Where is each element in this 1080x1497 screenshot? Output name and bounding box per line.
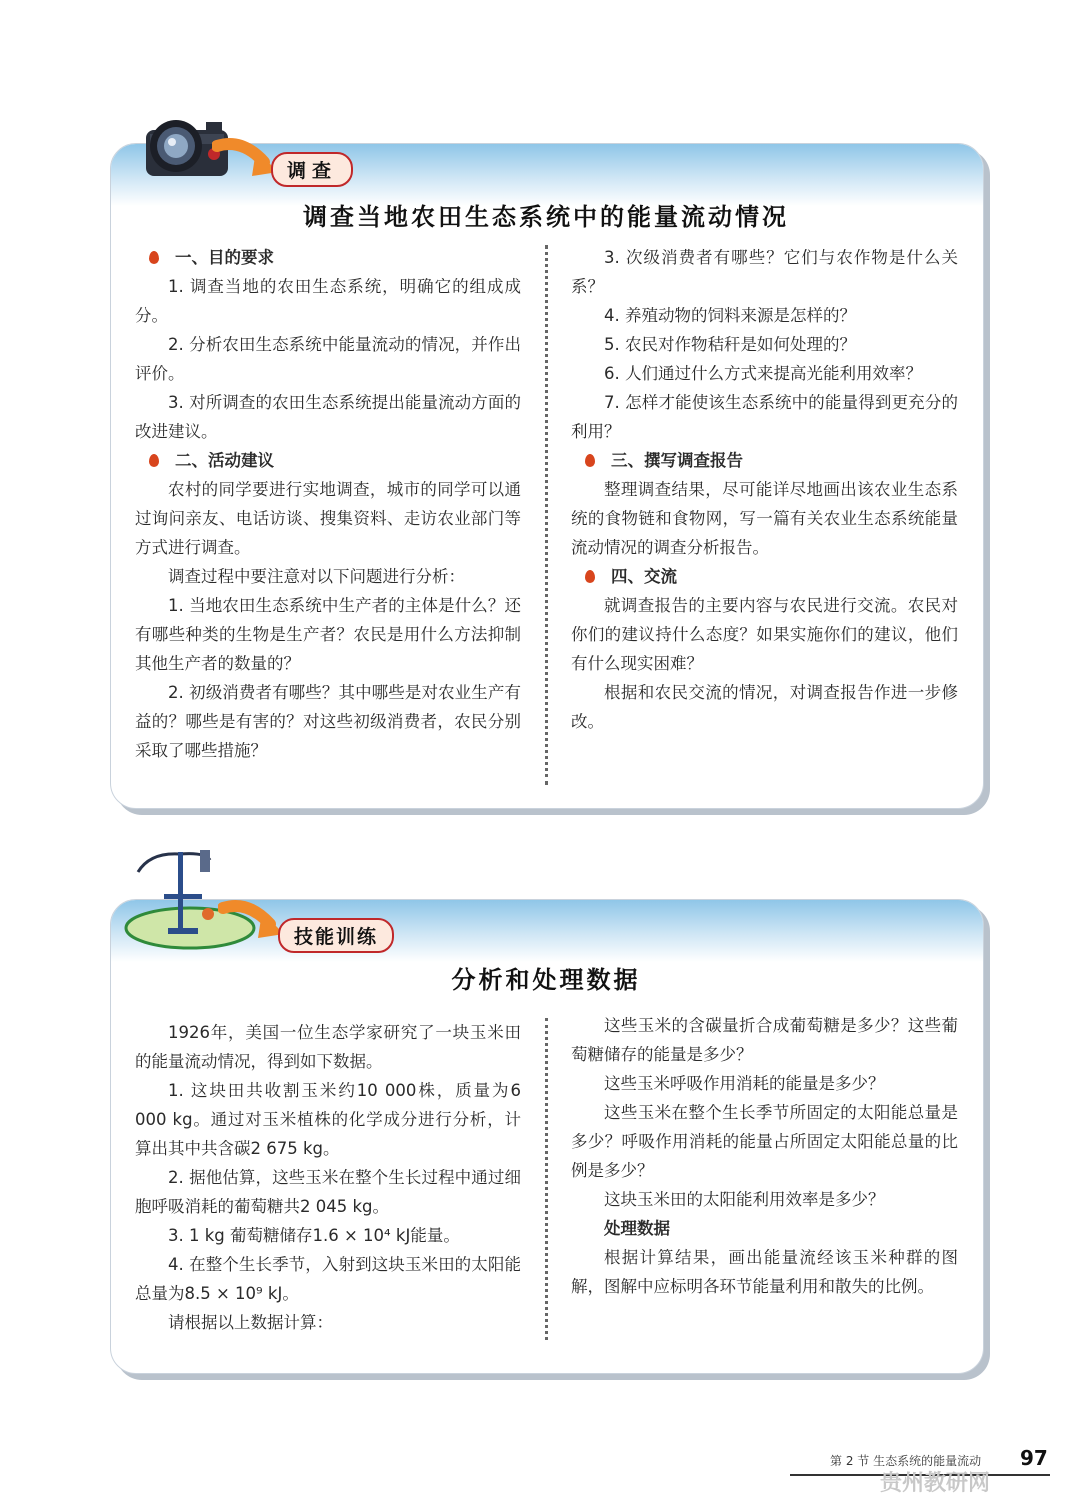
section-heading	[571, 446, 958, 475]
paragraph: 2. 初级消费者有哪些？其中哪些是对农业生产有益的？哪些是有害的？对这些初级消费者，农民分别采取了哪些措施？	[135, 683, 521, 760]
column-divider	[545, 1018, 548, 1340]
paragraph: 就调查报告的主要内容与农民进行交流。农民对你们的建议持什么态度？如果实施你们的建议，他们有什么现实困难？	[571, 596, 958, 673]
paragraph: 根据计算结果，画出能量流经该玉米种群的图解，图解中应标明各环节能量利用和散失的比例。	[571, 1248, 958, 1296]
drop-bullet-icon	[149, 454, 159, 467]
paragraph: 2. 据他估算，这些玉米在整个生长过程中通过细胞呼吸消耗的葡萄糖共2 045 kg。	[135, 1168, 521, 1216]
paragraph: 整理调查结果，尽可能详尽地画出该农业生态系统的食物链和食物网，写一篇有关农业生态系统能量流动情况的调查分析报告。	[571, 480, 958, 557]
paragraph: 1. 调查当地的农田生态系统，明确它的组成成分。	[135, 277, 521, 325]
page-number: 97	[1020, 1446, 1048, 1470]
investigation-right-column	[571, 243, 958, 736]
watermark: 贵州教研网	[880, 1471, 991, 1496]
paragraph: 1. 当地农田生态系统中生产者的主体是什么？还有哪些种类的生物是生产者？农民是用什么方法抑制其他生产者的数量的？	[135, 596, 521, 673]
paragraph: 7. 怎样才能使该生态系统中的能量得到更充分的利用？	[571, 393, 958, 441]
paragraph: 1. 这块田共收割玉米约10 000株，质量为6 000 kg。通过对玉米植株的化学成分进行分析，计算出其中共含碳2 675 kg。	[135, 1081, 521, 1158]
paragraph: 5. 农民对作物秸秆是如何处理的？	[604, 335, 856, 354]
chapter-footer: 第 2 节 生态系统的能量流动	[830, 1454, 982, 1468]
paragraph: 请根据以上数据计算：	[168, 1313, 333, 1332]
section-heading-text: 二、活动建议	[175, 451, 274, 470]
arrow-icon	[218, 890, 288, 950]
paragraph: 这些玉米在整个生长季节所固定的太阳能总量是多少？呼吸作用消耗的能量占所固定太阳能总量的比例是多少？	[571, 1103, 958, 1180]
section-title-data-analysis: 分析和处理数据	[451, 965, 641, 994]
paragraph: 农村的同学要进行实地调查，城市的同学可以通过询问亲友、电话访谈、搜集资料、走访农业部门等方式进行调查。	[135, 480, 521, 557]
subheading: 处理数据	[604, 1219, 670, 1238]
drop-bullet-icon	[585, 570, 595, 583]
drop-bullet-icon	[149, 251, 159, 264]
drop-bullet-icon	[585, 454, 595, 467]
section-heading-text: 四、交流	[611, 567, 677, 586]
paragraph: 这些玉米呼吸作用消耗的能量是多少？	[604, 1074, 885, 1093]
skill-left-column	[135, 1018, 521, 1337]
investigation-left-column	[135, 243, 521, 765]
paragraph: 调查过程中要注意对以下问题进行分析：	[168, 567, 465, 586]
paragraph: 根据和农民交流的情况，对调查报告作进一步修改。	[571, 683, 958, 731]
section-heading-text: 三、撰写调查报告	[611, 451, 743, 470]
section-title-investigation: 调查当地农田生态系统中的能量流动情况	[303, 202, 789, 231]
section-heading	[135, 446, 521, 475]
paragraph: 4. 养殖动物的饲料来源是怎样的？	[604, 306, 856, 325]
paragraph: 3. 次级消费者有哪些？它们与农作物是什么关系？	[571, 248, 958, 296]
paragraph: 1926年，美国一位生态学家研究了一块玉米田的能量流动情况，得到如下数据。	[135, 1023, 521, 1071]
paragraph: 3. 对所调查的农田生态系统提出能量流动方面的改进建议。	[135, 393, 521, 441]
section-tag-skill-training: 技能训练	[278, 918, 394, 953]
column-divider	[545, 245, 548, 785]
section-heading-text: 一、目的要求	[175, 248, 274, 267]
paragraph: 这些玉米的含碳量折合成葡萄糖是多少？这些葡萄糖储存的能量是多少？	[571, 1016, 958, 1064]
paragraph: 2. 分析农田生态系统中能量流动的情况，并作出评价。	[135, 335, 521, 383]
section-tag-investigation: 调查	[271, 152, 353, 187]
skill-right-column	[571, 1011, 958, 1301]
paragraph: 这块玉米田的太阳能利用效率是多少？	[604, 1190, 885, 1209]
section-heading	[135, 243, 521, 272]
arrow-icon	[212, 128, 282, 188]
section-heading	[571, 562, 958, 591]
paragraph: 6. 人们通过什么方式来提高光能利用效率？	[604, 364, 922, 383]
paragraph: 3. 1 kg 葡萄糖储存1.6 × 10⁴ kJ能量。	[168, 1226, 460, 1245]
paragraph: 4. 在整个生长季节，入射到这块玉米田的太阳能总量为8.5 × 10⁹ kJ。	[135, 1255, 521, 1303]
